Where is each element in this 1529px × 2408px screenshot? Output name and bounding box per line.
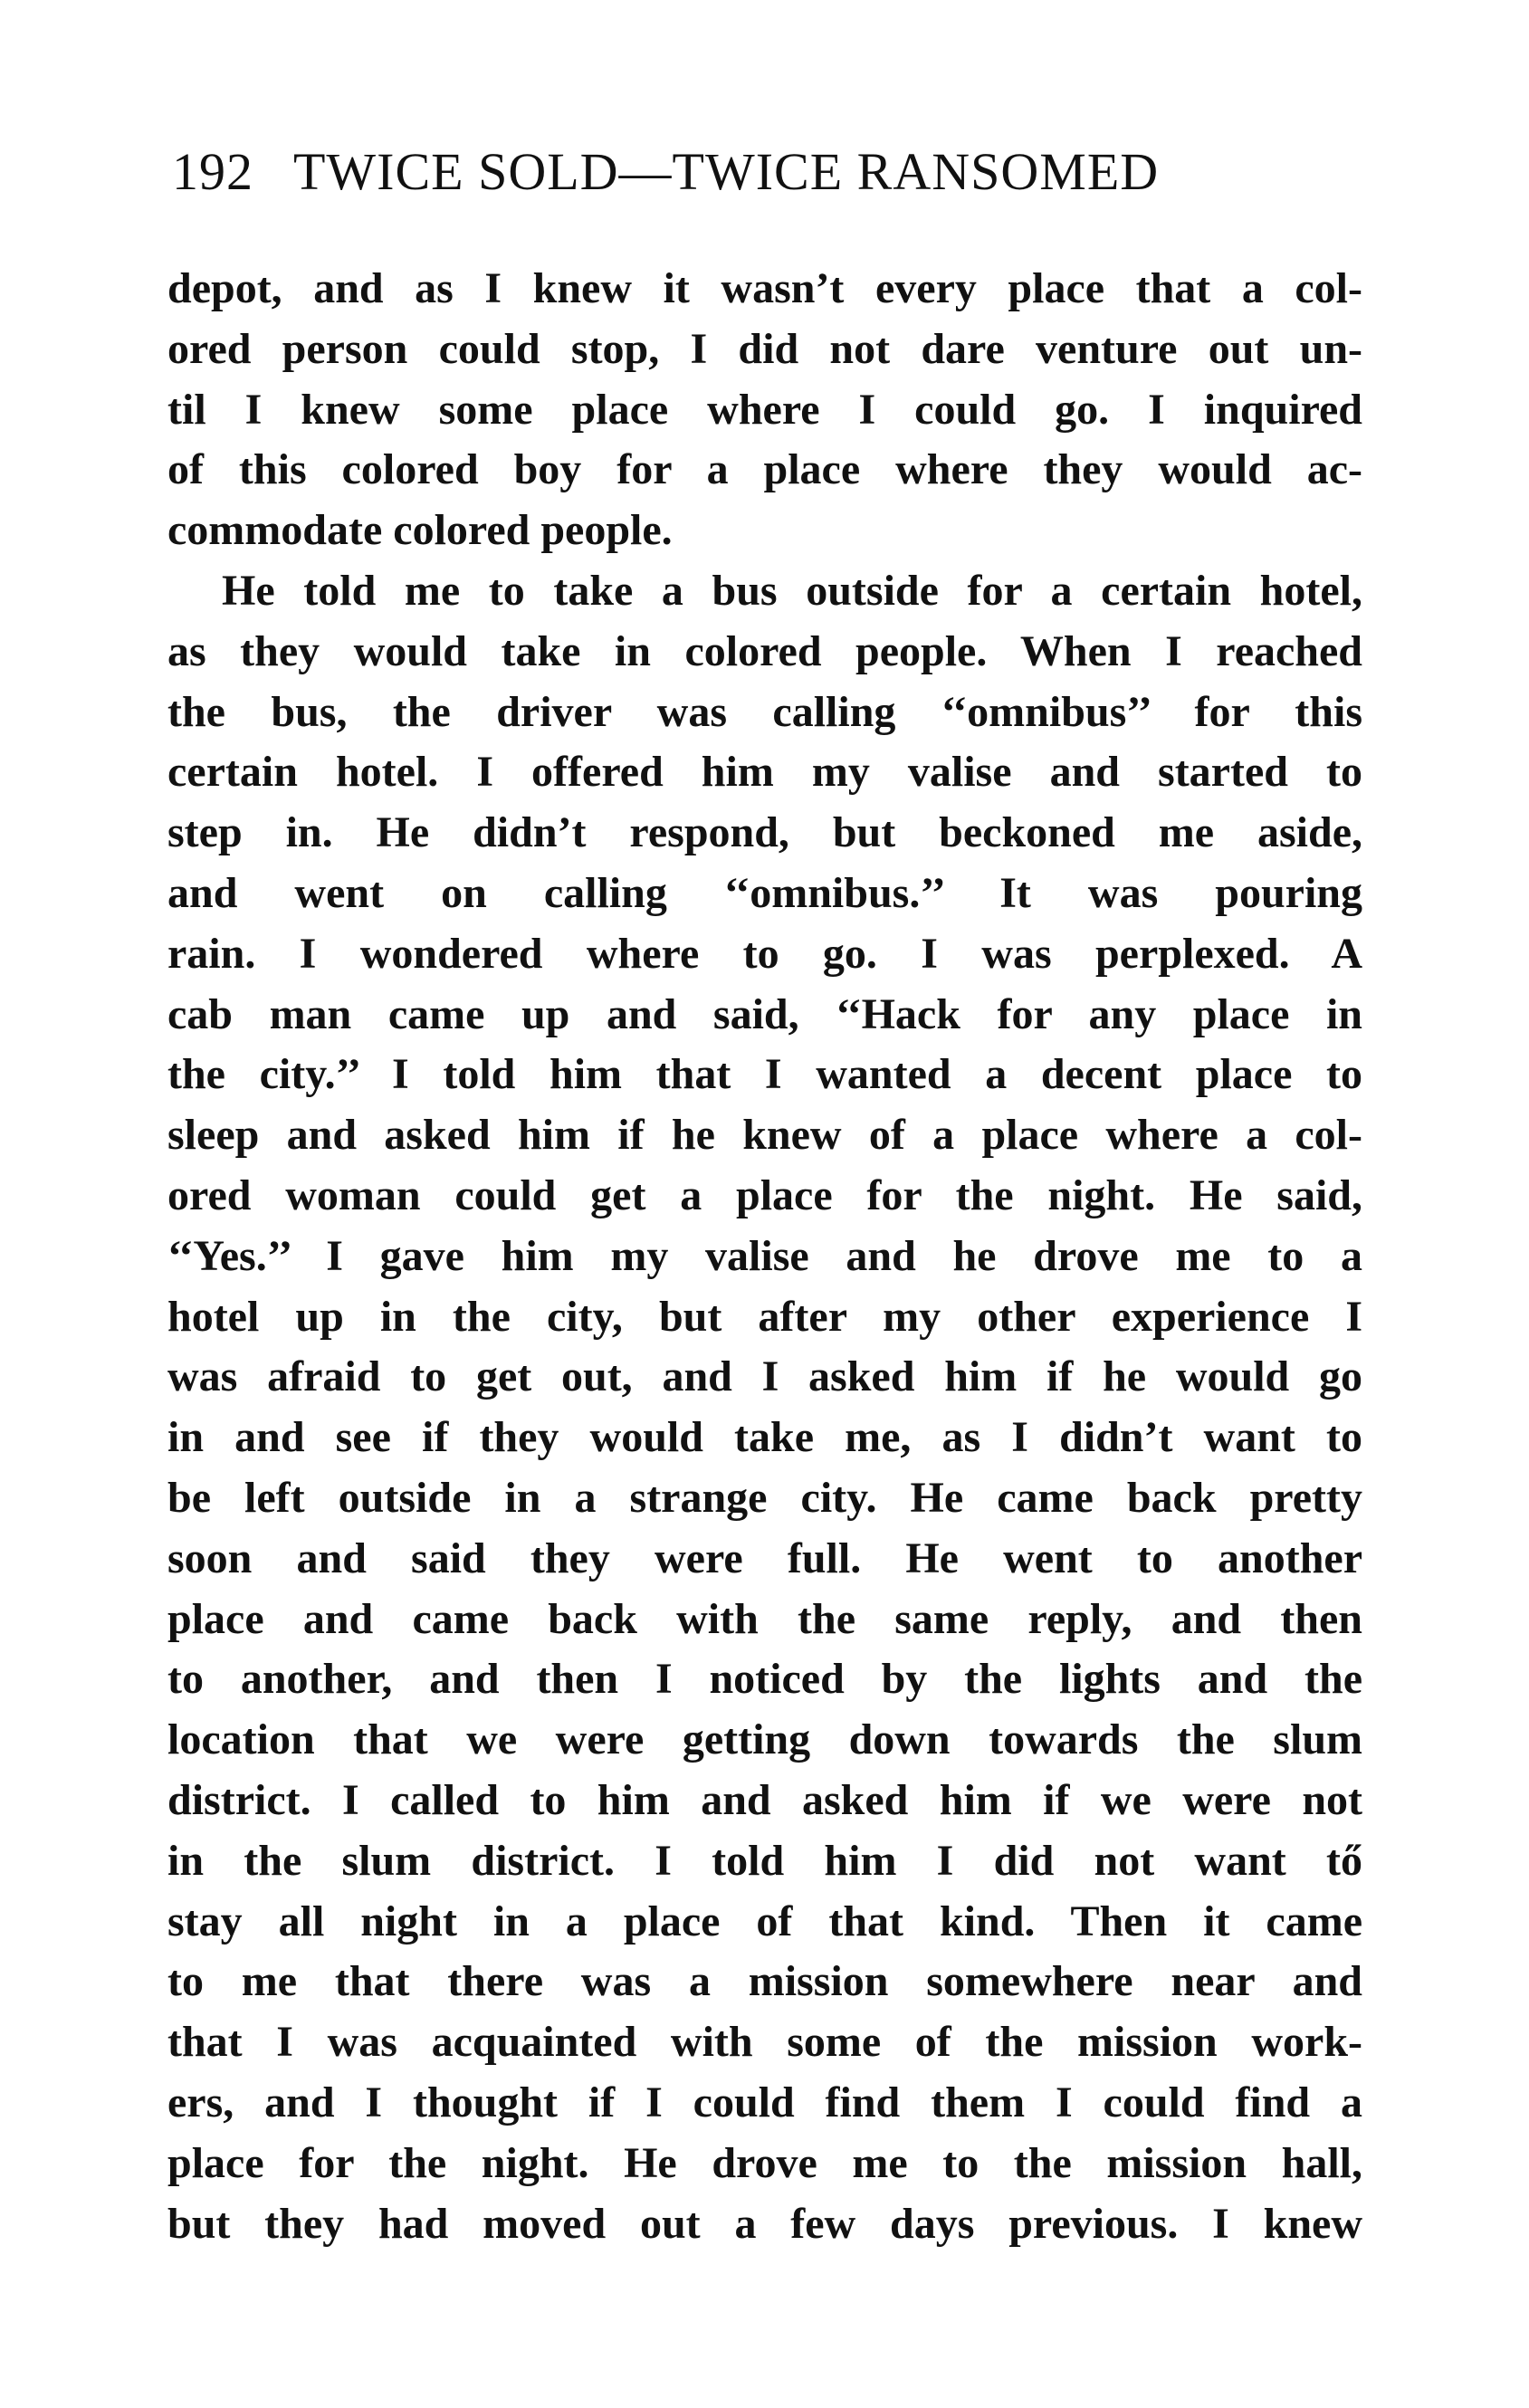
text-line: commodate colored people. [167, 506, 673, 555]
text-line: place for the night. He drove me to the mission hall, [167, 2138, 1362, 2187]
text-line: the bus, the driver was calling ‘‘omnibus’’ for this [167, 687, 1362, 736]
text-line: as they would take in colored people. When I reached [167, 626, 1362, 675]
text-line: ‘‘Yes.’’ I gave him my valise and he drove me to a [167, 1231, 1362, 1280]
text-line: He told me to take a bus outside for a certain hotel, [222, 566, 1362, 615]
text-line: sleep and asked him if he knew of a place where a col- [167, 1111, 1362, 1160]
text-line: certain hotel. I offered him my valise and started to [167, 748, 1362, 797]
text-line: of this colored boy for a place where they would ac- [167, 445, 1362, 494]
running-header [172, 136, 1358, 208]
text-line: til I knew some place where I could go. I inquired [167, 385, 1362, 434]
text-line: in and see if they would take me, as I didn’t want to [167, 1413, 1362, 1462]
text-line: was afraid to get out, and I asked him if he would go [167, 1352, 1362, 1401]
text-line: district. I called to him and asked him if we were not [167, 1775, 1362, 1824]
text-line: step in. He didn’t respond, but beckoned me aside, [167, 808, 1362, 857]
text-line: ers, and I thought if I could find them I could find a [167, 2078, 1362, 2126]
text-line: in the slum district. I told him I did not want tő [167, 1836, 1362, 1885]
text-line: ored person could stop, I did not dare venture out un- [167, 324, 1362, 373]
text-line: ored woman could get a place for the night. He said, [167, 1171, 1362, 1219]
text-line: to another, and then I noticed by the lights and the [167, 1655, 1362, 1704]
text-line: to me that there was a mission somewhere near and [167, 1957, 1362, 2006]
text-line: hotel up in the city, but after my other experience I [167, 1292, 1362, 1341]
text-line: depot, and as I knew it wasn’t every place that a col- [167, 264, 1362, 312]
text-line: but they had moved out a few days previous. I knew [167, 2199, 1362, 2248]
body-text [167, 259, 1362, 2254]
running-title: TWICE SOLD—TWICE RANSOMED [293, 142, 1160, 201]
text-line: cab man came up and said, ‘‘Hack for any place in [167, 989, 1362, 1038]
page-number: 192 [172, 142, 253, 201]
text-line: location that we were getting down towards the slum [167, 1715, 1362, 1764]
text-line: and went on calling ‘‘omnibus.’’ It was pouring [167, 868, 1362, 917]
text-line: soon and said they were full. He went to another [167, 1534, 1362, 1582]
text-line: be left outside in a strange city. He came back pretty [167, 1473, 1362, 1522]
text-line: that I was acquainted with some of the mission work- [167, 2018, 1362, 2067]
text-line: stay all night in a place of that kind. Then it came [167, 1897, 1362, 1945]
text-line: rain. I wondered where to go. I was perplexed. A [167, 929, 1362, 978]
text-line: the city.’’ I told him that I wanted a decent place to [167, 1050, 1362, 1099]
text-line: place and came back with the same reply, and then [167, 1594, 1362, 1643]
